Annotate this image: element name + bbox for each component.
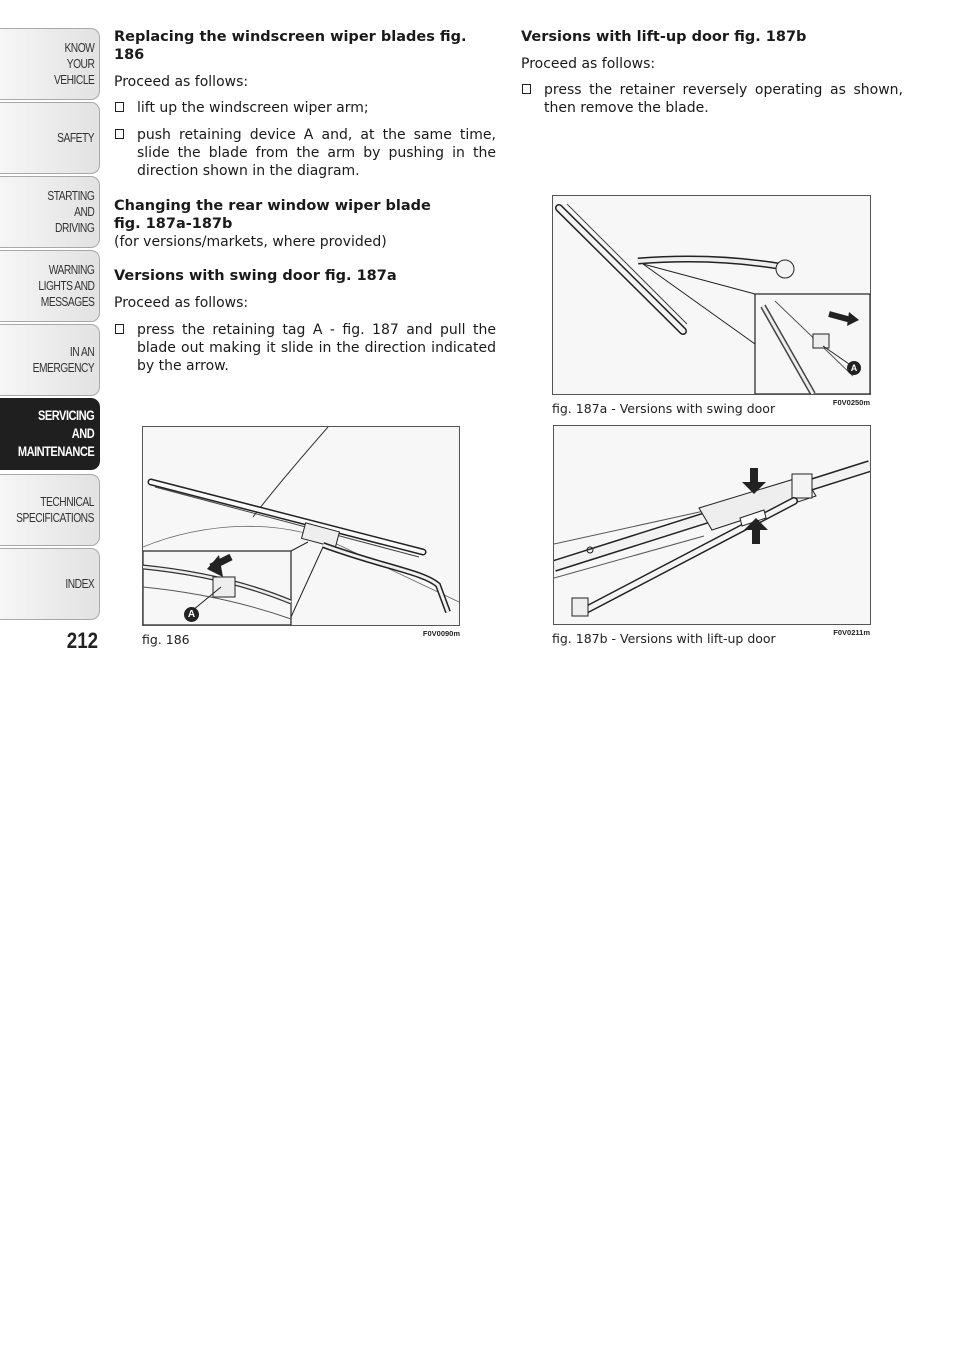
swing-heading: Versions with swing door fig. 187a [114, 268, 397, 284]
tab-label: KNOW YOUR VEHICLE [53, 41, 95, 87]
figure-187b-illustration [553, 425, 871, 625]
liftup-intro: Proceed as follows: [521, 56, 656, 72]
checkbox-bullet-icon [522, 84, 531, 94]
swing-door-wiper-drawing [553, 196, 870, 394]
tab-technical-specifications[interactable] [0, 474, 100, 546]
tab-label: SERVICING AND MAINTENANCE [17, 408, 95, 459]
rear-heading-line2: fig. 187a-187b [114, 216, 233, 232]
rear-note: (for versions/markets, where provided) [114, 234, 387, 250]
windscreen-heading: Replacing the windscreen wiper blades fig. 186 [114, 29, 467, 63]
liftup-heading: Versions with lift-up door fig. 187b [521, 29, 807, 45]
windscreen-wiper-drawing [143, 427, 459, 625]
list-item: press the retainer reversely operating as shown, then remove the blade. [521, 81, 903, 117]
lift-up-door-wiper-drawing [554, 426, 870, 624]
figure-187b-caption: fig. 187b - Versions with lift-up door [552, 631, 776, 646]
checkbox-bullet-icon [115, 129, 124, 139]
tab-servicing-and-maintenance[interactable] [0, 398, 100, 470]
figure-187a-illustration [552, 195, 871, 395]
tab-safety[interactable] [0, 102, 100, 174]
swing-intro: Proceed as follows: [114, 295, 249, 311]
list-item: lift up the windscreen wiper arm; [114, 99, 496, 117]
windscreen-steps [114, 99, 496, 180]
figure-186-code: F0V0090m [422, 629, 460, 638]
rear-heading-line1: Changing the rear window wiper blade [114, 198, 431, 214]
checkbox-bullet-icon [115, 102, 124, 112]
tab-warning-lights-and-messages[interactable] [0, 250, 100, 322]
liftup-steps [521, 81, 903, 117]
figure-187a-caption: fig. 187a - Versions with swing door [552, 401, 776, 416]
figure-187b-code: F0V0211m [833, 628, 870, 637]
tab-in-an-emergency[interactable] [0, 324, 100, 396]
page-number: 212 [66, 628, 98, 653]
tab-label: INDEX [65, 577, 95, 591]
left-column [114, 28, 496, 384]
tab-label: WARNING LIGHTS AND MESSAGES [38, 263, 95, 309]
swing-steps [114, 321, 496, 375]
tab-starting-and-driving[interactable] [0, 176, 100, 248]
callout-a-badge: A [184, 607, 199, 622]
callout-a-badge: A [847, 361, 861, 375]
windscreen-intro: Proceed as follows: [114, 74, 249, 90]
tab-know-your-vehicle[interactable] [0, 28, 100, 100]
tab-label: STARTING AND DRIVING [47, 189, 95, 235]
tab-index[interactable] [0, 548, 100, 620]
tab-label: IN AN EMERGENCY [32, 345, 95, 375]
figure-186-caption: fig. 186 [142, 632, 190, 647]
tab-label: SAFETY [57, 131, 95, 145]
figure-187a-code: F0V0250m [832, 398, 870, 407]
list-item: press the retaining tag A - fig. 187 and pull the blade out making it slide in the direction indicated by the arrow. [114, 321, 496, 375]
list-item: push retaining device A and, at the same time, slide the blade from the arm by pushing in the direction shown in the diagram. [114, 126, 496, 180]
figure-186-illustration [142, 426, 460, 626]
checkbox-bullet-icon [115, 324, 124, 334]
tab-label: TECHNICAL SPECIFICATIONS [16, 495, 95, 525]
right-column [521, 28, 903, 126]
